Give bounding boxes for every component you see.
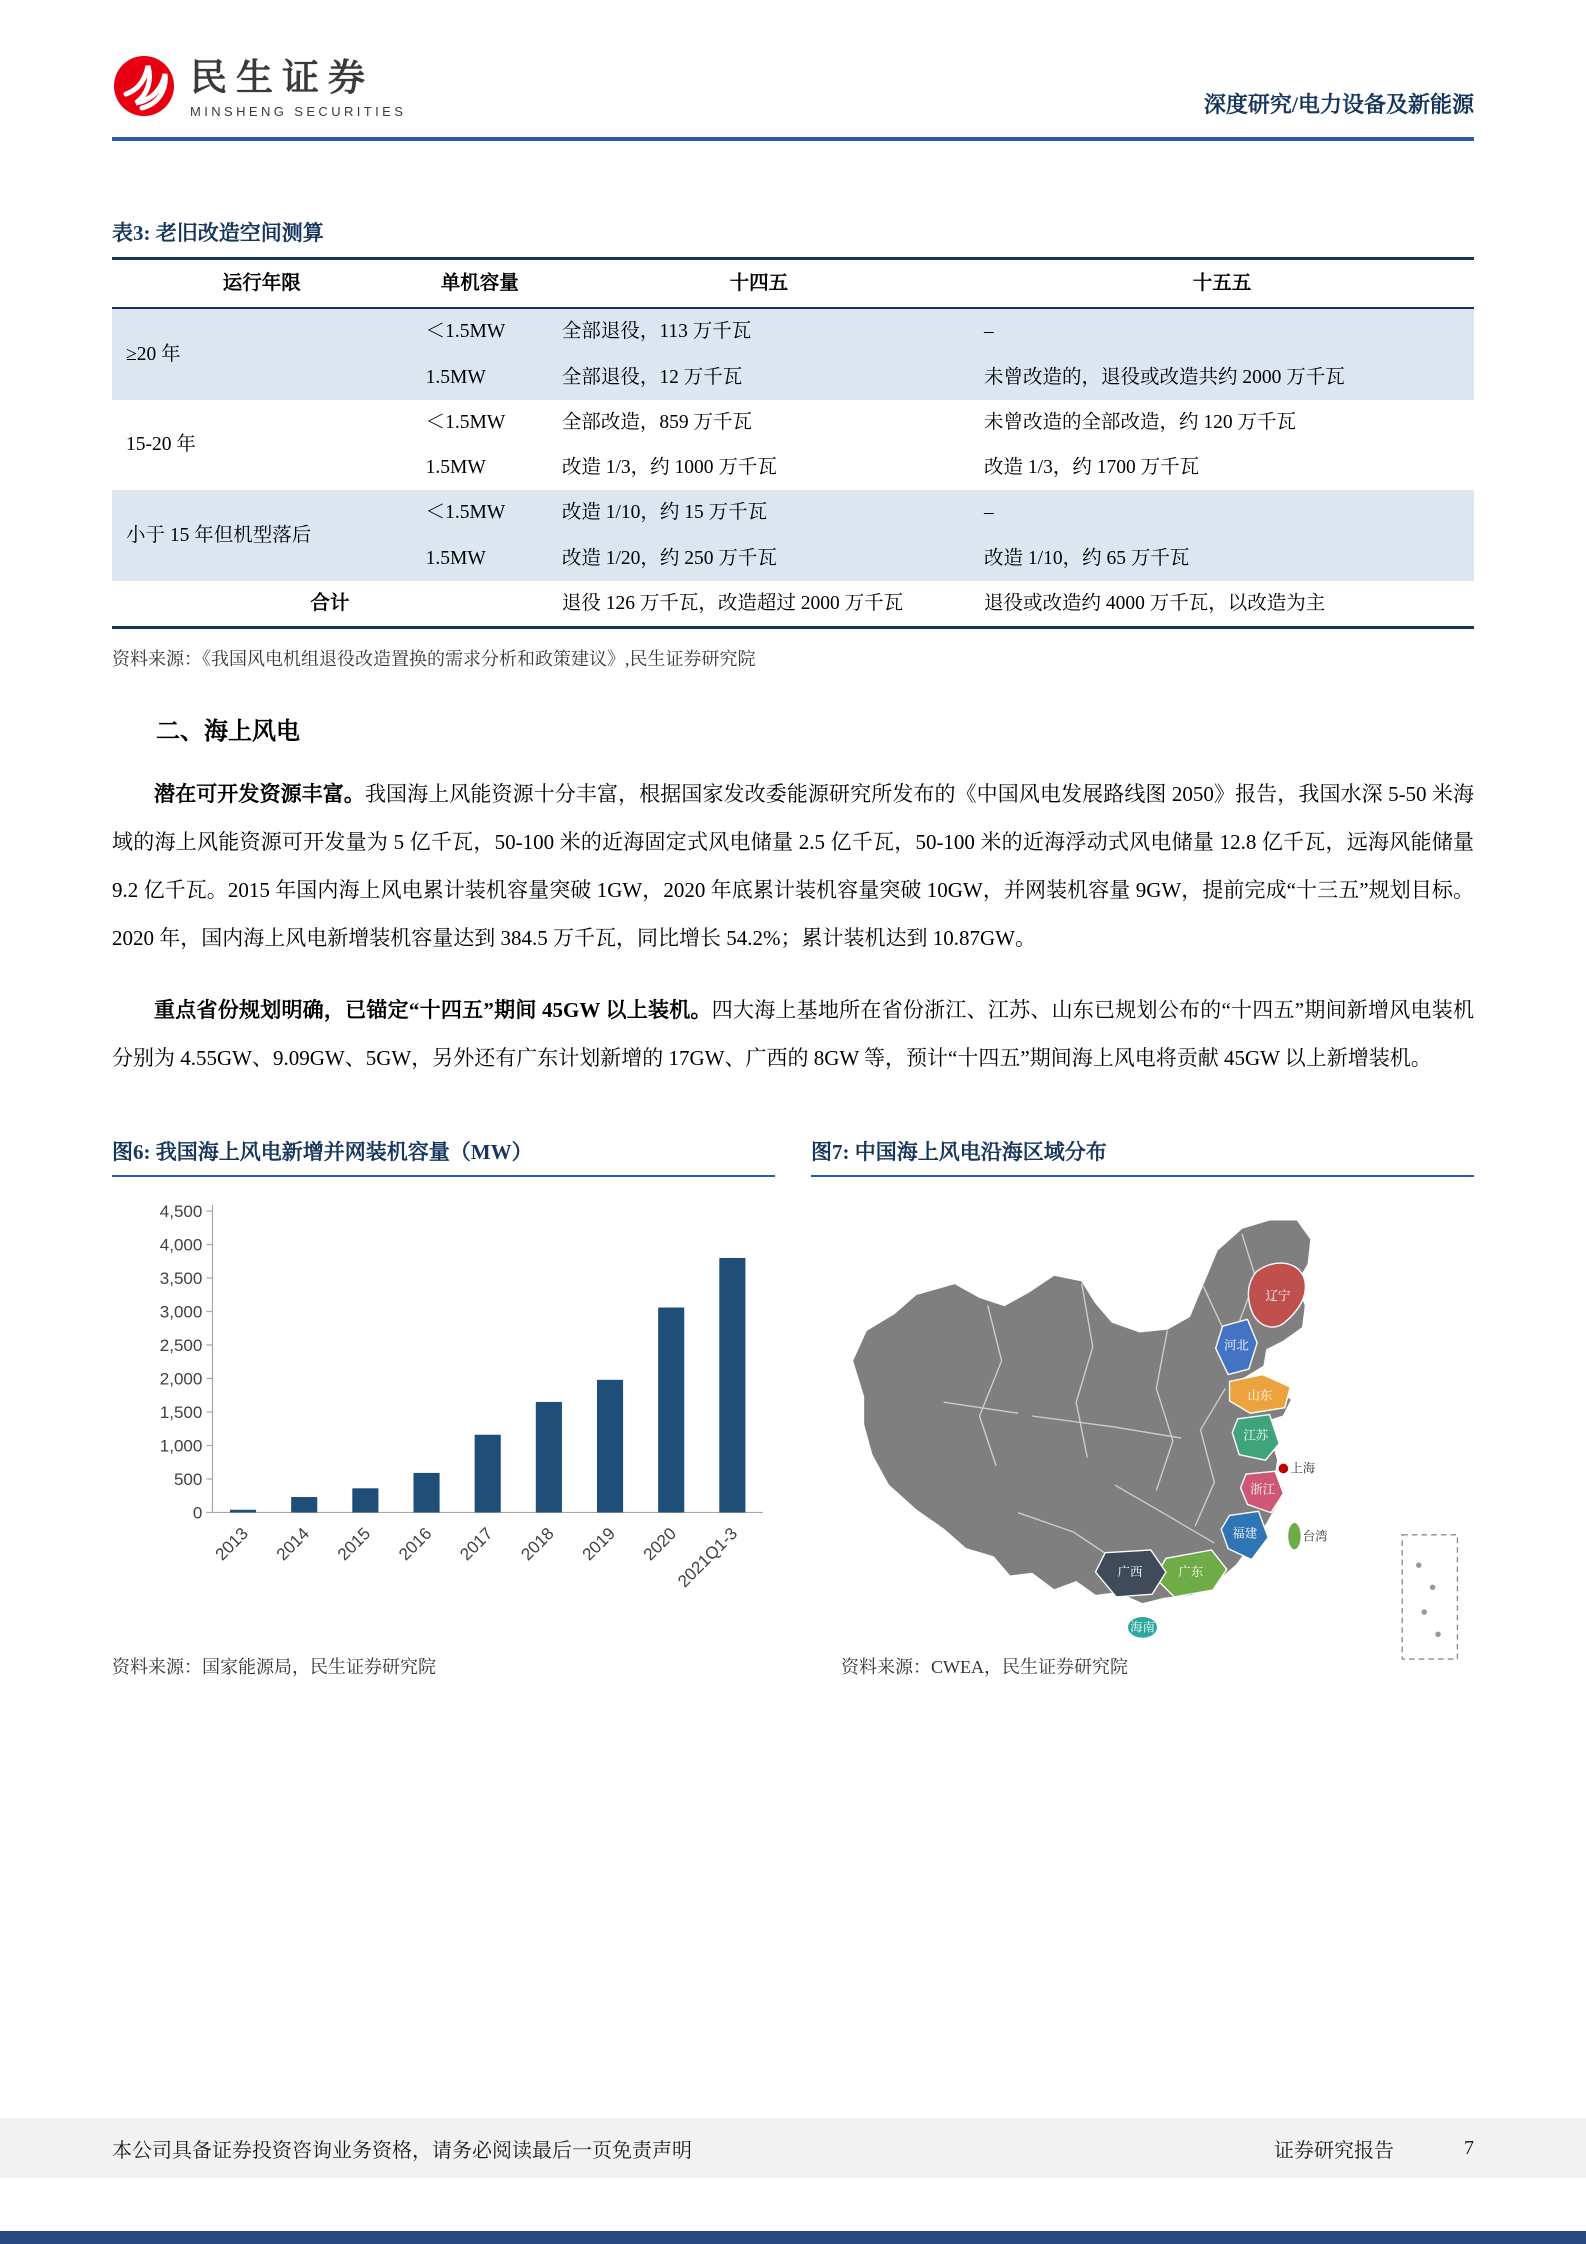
row-group-label: 小于 15 年但机型落后: [112, 490, 412, 581]
paragraph-1: [112, 770, 1474, 962]
x-tick-label: 2019: [578, 1523, 619, 1565]
bar-2013: [230, 1510, 256, 1513]
renovation-table-body: [112, 308, 1474, 627]
cell-capacity: ＜1.5MW: [425, 411, 506, 433]
renovation-table: [112, 257, 1474, 629]
x-tick-label: 2017: [456, 1523, 497, 1565]
col-header-plan14: 十四五: [729, 273, 789, 294]
y-tick-label: 1,000: [159, 1436, 203, 1456]
cell-capacity: 1.5MW: [412, 536, 548, 581]
paragraph-1-body: 我国海上风能资源十分丰富，根据国家发改委能源研究所发布的《中国风电发展路线图 2050》报告，我国水深 5-50 米海域的海上风能资源可开发量为 5 亿千瓦，50-100 米的近海固定式风电储量 2.5 亿千瓦，50-100 米的近海浮动式风电储量 12.8 亿千瓦，远海风能储量 9.2 亿千瓦。2015 年国内海上风电累计装机容量突破 1GW，2020 年底累计装机容量突破 10GW，并网装机容量 9GW，提前完成“十三五”规划目标。2020 年，国内海上风电新增装机容量达到 384.5 万千瓦，同比增长 54.2%；累计装机达到 10.87GW。: [112, 782, 1474, 950]
province-label-taiwan: 台湾: [1302, 1529, 1328, 1544]
figure6-title: 图6: 我国海上风电新增并网装机容量（MW）: [112, 1136, 775, 1177]
x-tick-label: 2016: [395, 1523, 436, 1565]
cell-plan15: 退役或改造约 4000 万千瓦，以改造为主: [984, 592, 1326, 614]
table-row: [112, 490, 1474, 535]
bar-2021Q1-3: [719, 1258, 745, 1512]
table-row: [112, 400, 1474, 445]
paragraph-2: [112, 986, 1474, 1082]
bar-2020: [658, 1308, 684, 1513]
cell-plan14: 改造 1/20，约 250 万千瓦: [548, 536, 970, 581]
figure6-chart-area: [112, 1177, 775, 1647]
table-row: [112, 308, 1474, 354]
y-tick-label: 500: [173, 1469, 203, 1489]
province-label-liaoning: 辽宁: [1265, 1288, 1291, 1303]
table3-source: 资料来源：《我国风电机组退役改造置换的需求分析和政策建议》,民生证券研究院: [112, 649, 756, 669]
col-header-years: 运行年限: [222, 273, 301, 294]
x-tick-label: 2021Q1-3: [674, 1523, 742, 1592]
footer-disclaimer: 本公司具备证券投资咨询业务资格，请务必阅读最后一页免责声明: [112, 2139, 692, 2162]
bar-2018: [536, 1402, 562, 1512]
paragraph-2-body: 四大海上基地所在省份浙江、江苏、山东已规划公布的“十四五”期间新增风电装机分别为 4.55GW、9.09GW、5GW，另外还有广东计划新增的 17GW、广西的 8GW 等，预计“十四五”期间海上风电将贡献 45GW 以上新增装机。: [112, 998, 1475, 1070]
page-number: 7: [1464, 2136, 1474, 2159]
y-tick-label: 3,500: [159, 1269, 203, 1289]
section-heading: 二、海上风电: [156, 719, 300, 745]
brand-texts: [190, 58, 406, 119]
cell-plan15: 改造 1/10，约 65 万千瓦: [970, 536, 1474, 581]
bottom-rule: [0, 2231, 1586, 2244]
figure7-source: 资料来源：CWEA，民生证券研究院: [841, 1657, 1128, 1677]
china-map-svg: [811, 1195, 1474, 1665]
province-label-fujian: 福建: [1232, 1526, 1258, 1541]
cell-plan14: 改造 1/3，约 1000 万千瓦: [561, 457, 777, 478]
province-label-zhejiang: 浙江: [1250, 1482, 1276, 1497]
province-label-guangdong: 广东: [1178, 1565, 1204, 1580]
x-tick-label: 2014: [272, 1523, 314, 1565]
province-label-hainan: 海南: [1130, 1620, 1155, 1635]
x-tick-label: 2020: [639, 1523, 681, 1565]
footer-report-type: 证券研究报告: [1274, 2139, 1394, 2162]
cell-capacity: 1.5MW: [412, 355, 548, 400]
province-shanghai: [1278, 1463, 1289, 1474]
y-tick-label: 4,500: [159, 1202, 203, 1222]
bar-2015: [352, 1488, 378, 1512]
row-group-label: ≥20 年: [112, 308, 412, 400]
y-tick-label: 1,500: [159, 1403, 203, 1423]
cell-plan14: 全部退役，12 万千瓦: [548, 355, 970, 400]
province-taiwan: [1288, 1522, 1302, 1550]
bar-2019: [597, 1380, 623, 1513]
province-label-shandong: 山东: [1247, 1388, 1273, 1403]
cell-plan15: –: [970, 490, 1474, 535]
cell-plan14: 改造 1/10，约 15 万千瓦: [548, 490, 970, 535]
bar-chart-svg: [112, 1195, 775, 1612]
bar-2017: [475, 1435, 501, 1513]
brand-name-cn: 民生证券: [190, 57, 374, 98]
cell-plan14: 全部退役，113 万千瓦: [548, 308, 970, 354]
province-label-jiangsu: 江苏: [1243, 1428, 1269, 1443]
province-label-shanghai: 上海: [1290, 1461, 1316, 1476]
x-tick-label: 2018: [517, 1523, 558, 1565]
cell-plan15: 未曾改造的全部改造，约 120 万千瓦: [984, 411, 1297, 433]
cell-capacity: 1.5MW: [425, 457, 486, 478]
cell-capacity: ＜1.5MW: [412, 308, 548, 354]
south-china-sea-inset: [1402, 1535, 1457, 1659]
table-total-row: [112, 581, 1474, 628]
report-category-label: 深度研究/电力设备及新能源: [1203, 92, 1474, 117]
figure7-map-area: [811, 1177, 1474, 1647]
y-tick-label: 0: [192, 1503, 203, 1523]
province-label-guangxi: 广西: [1117, 1565, 1143, 1580]
table3-title: 表3: 老旧改造空间测算: [112, 221, 324, 245]
col-header-capacity: 单机容量: [440, 273, 519, 294]
total-label: 合计: [310, 592, 350, 614]
paragraph-1-lead: 潜在可开发资源丰富。: [154, 782, 365, 806]
y-tick-label: 3,000: [159, 1302, 203, 1322]
y-tick-label: 2,000: [159, 1369, 203, 1389]
footer-right: [1274, 2134, 1474, 2163]
minsheng-logo-icon: [112, 54, 176, 123]
y-tick-label: 4,000: [159, 1235, 203, 1255]
header-divider: [112, 137, 1474, 141]
figure7: [811, 1136, 1474, 1679]
x-tick-label: 2013: [211, 1523, 252, 1565]
brand: [112, 54, 406, 123]
paragraph-2-lead: 重点省份规划明确，已锚定“十四五”期间 45GW 以上装机。: [154, 998, 712, 1022]
bar-2014: [291, 1497, 317, 1512]
cell-plan15: 改造 1/3，约 1700 万千瓦: [984, 457, 1200, 478]
footer: [0, 2118, 1586, 2178]
figure6: [112, 1136, 775, 1679]
table3-block: [112, 217, 1474, 671]
cell-plan14: 退役 126 万千瓦，改造超过 2000 万千瓦: [561, 592, 904, 614]
cell-plan14: 全部改造，859 万千瓦: [561, 411, 752, 433]
bar-2016: [413, 1473, 439, 1513]
cell-plan15: –: [970, 308, 1474, 354]
x-tick-label: 2015: [333, 1523, 375, 1565]
page-header: [112, 0, 1474, 123]
col-header-plan15: 十五五: [1192, 273, 1252, 294]
figure7-title: 图7: 中国海上风电沿海区域分布: [811, 1136, 1474, 1177]
table-header-row: [112, 259, 1474, 309]
figure6-source: 资料来源：国家能源局，民生证券研究院: [112, 1657, 436, 1677]
brand-name-en: MINSHENG SECURITIES: [190, 103, 407, 119]
y-tick-label: 2,500: [159, 1336, 203, 1356]
figures-row: [112, 1136, 1474, 1679]
province-label-hebei: 河北: [1224, 1338, 1249, 1353]
cell-capacity: ＜1.5MW: [412, 490, 548, 535]
row-group-label: 15-20 年: [126, 434, 196, 456]
cell-plan15: 未曾改造的，退役或改造共约 2000 万千瓦: [970, 355, 1474, 400]
